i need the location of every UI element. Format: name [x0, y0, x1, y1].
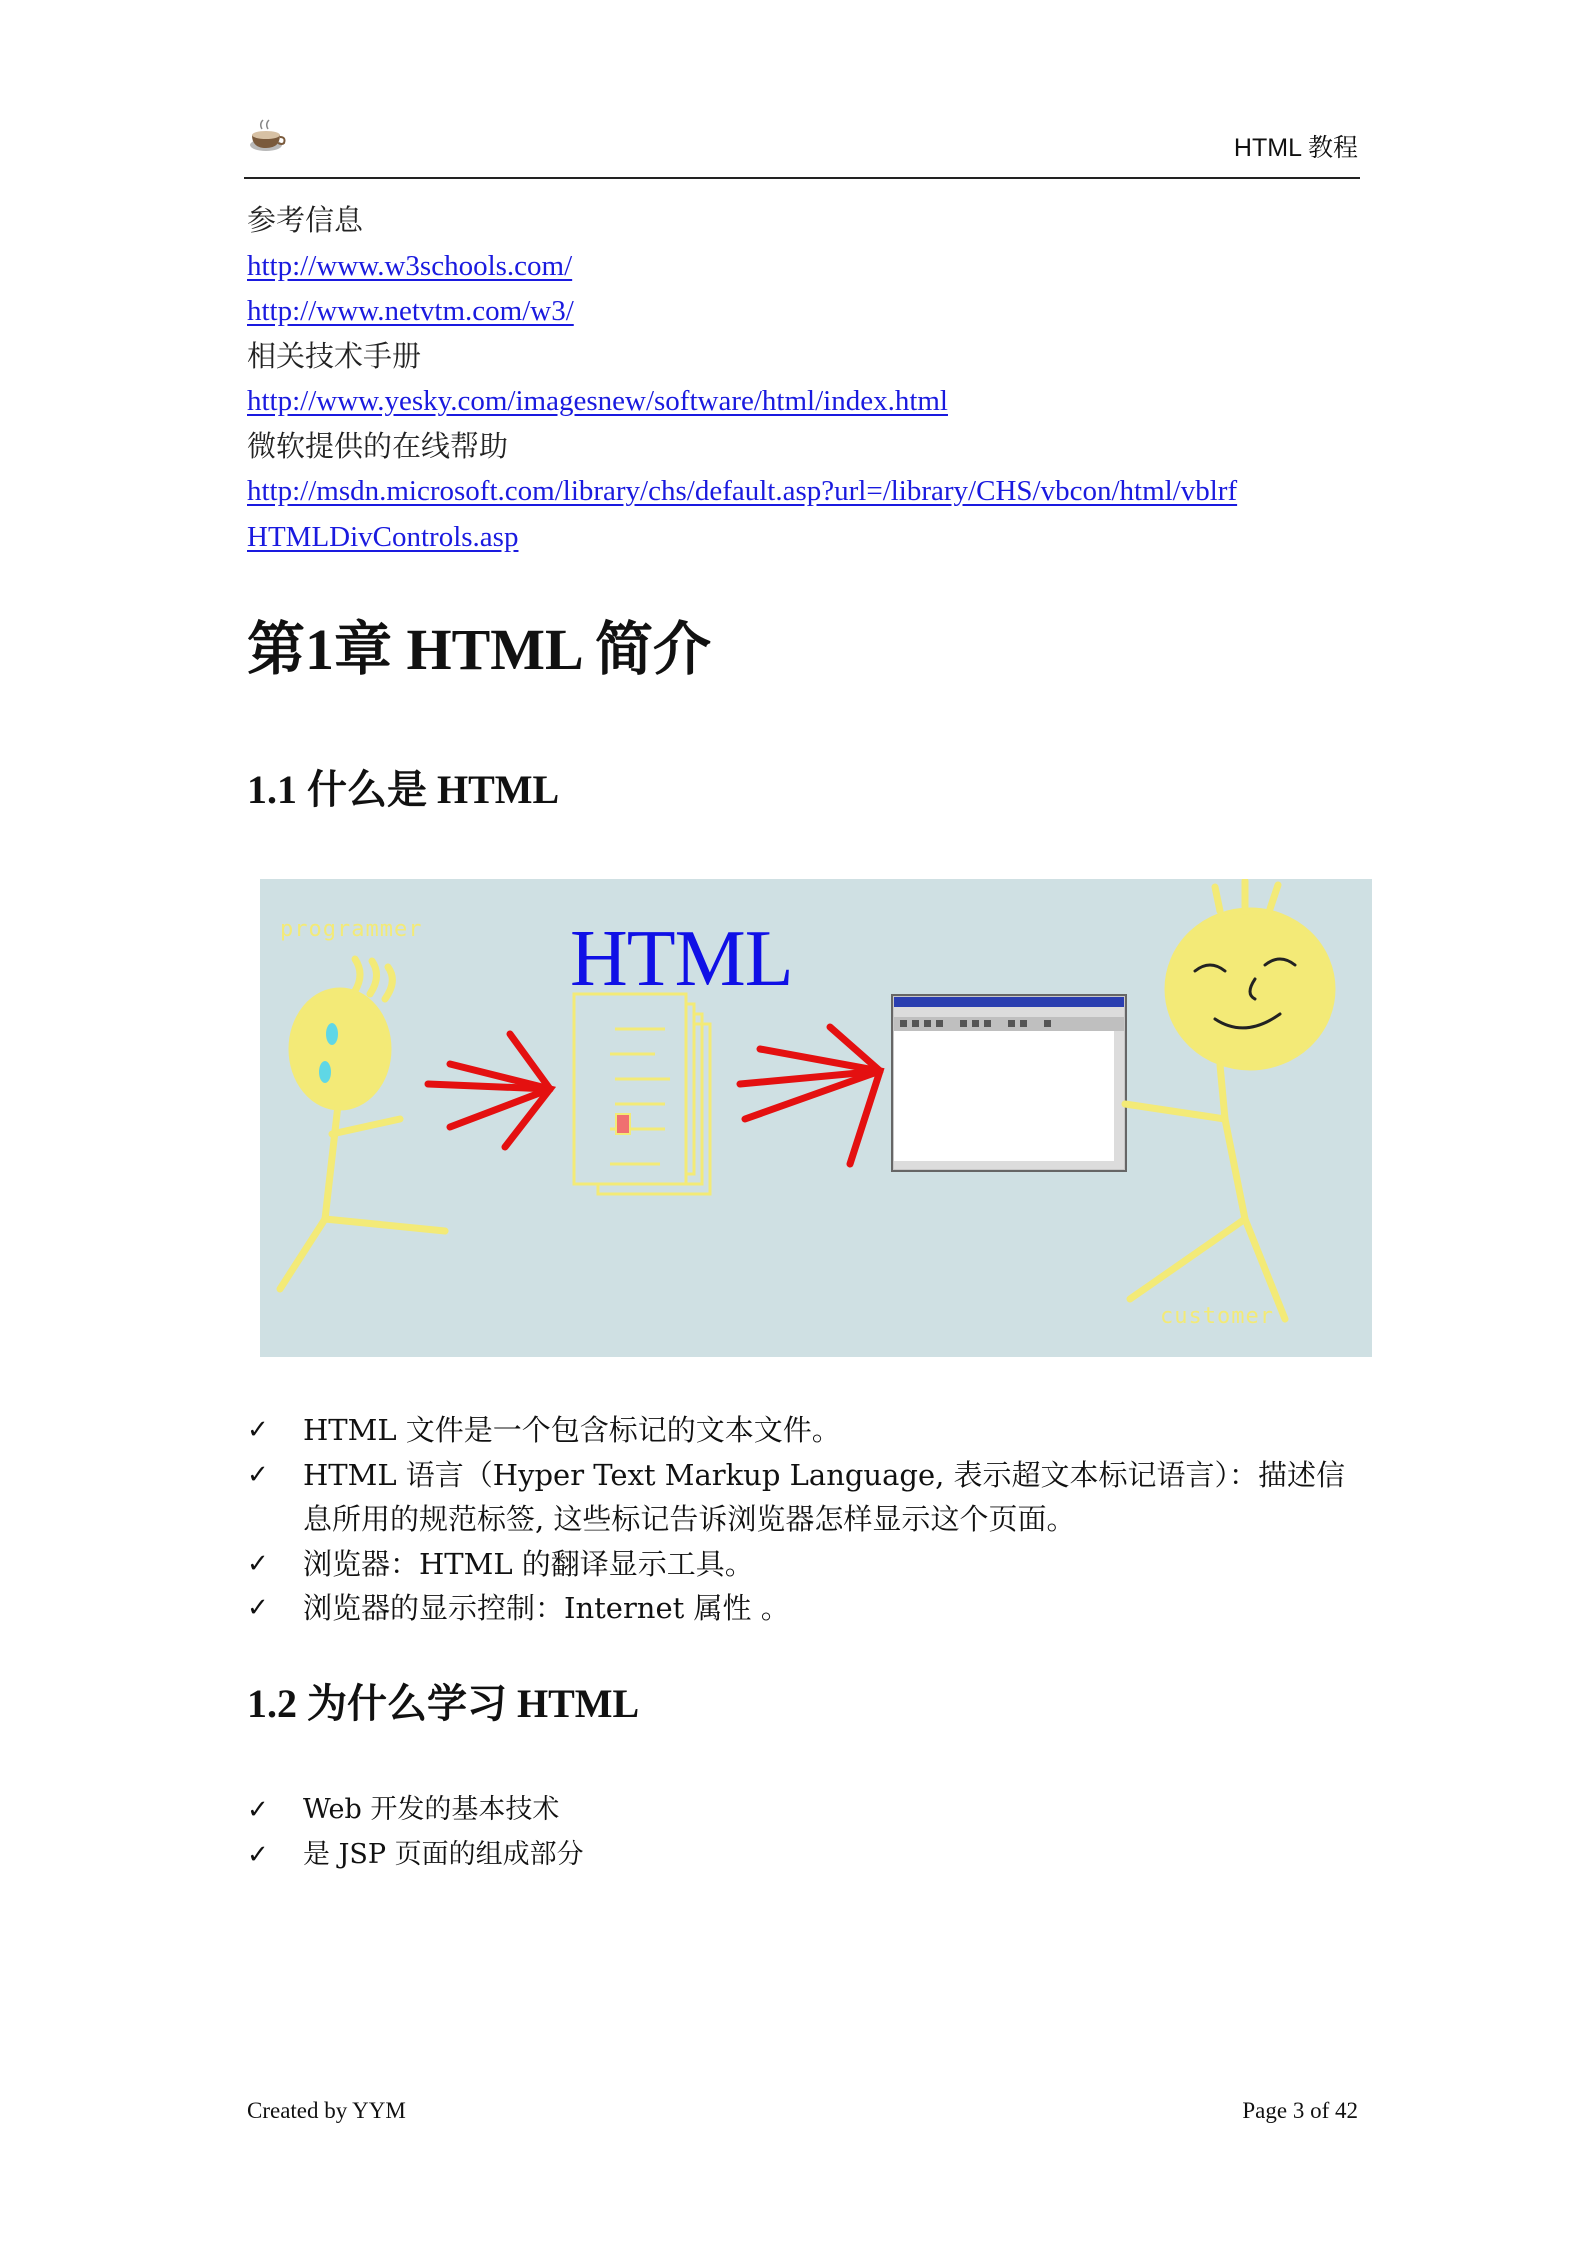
bullet-text: Web 开发的基本技术: [303, 1794, 560, 1825]
programmer-figure: [280, 959, 445, 1289]
link-msdn-line2[interactable]: HTMLDivControls.asp: [247, 520, 519, 553]
document-stamp-icon: [616, 1114, 630, 1134]
link-yesky[interactable]: http://www.yesky.com/imagesnew/software/html/index.html: [247, 385, 948, 417]
list-item: [247, 1408, 1367, 1453]
footer-page-number: Page 3 of 42: [1242, 2098, 1358, 2123]
illustration-drawing: [260, 879, 1372, 1357]
link-netvtm[interactable]: http://www.netvtm.com/w3/: [247, 295, 574, 327]
bullet-text: 浏览器：HTML 的翻译显示工具。: [303, 1546, 754, 1581]
chapter-title: 第1章 HTML 简介: [247, 617, 712, 682]
references-heading: 参考信息: [247, 203, 364, 237]
list-item: [247, 1833, 1367, 1878]
checkmark-icon: ✓: [247, 1415, 269, 1445]
red-arrow-1: [428, 1034, 550, 1147]
references-section: [247, 198, 1377, 559]
bullet-text: 浏览器的显示控制：Internet 属性 。: [303, 1591, 790, 1625]
section-1-2-title: 1.2 为什么学习 HTML: [247, 1681, 640, 1726]
html-concept-illustration: [260, 879, 1372, 1357]
html-label: HTML: [570, 915, 793, 1003]
section-1-1-bullets: [247, 1408, 1367, 1631]
programmer-eye-2: [319, 1061, 331, 1083]
red-arrow-2: [740, 1027, 880, 1164]
manual-label: 相关技术手册: [247, 338, 422, 373]
customer-label: customer: [1160, 1304, 1274, 1329]
bullet-text: 是 JSP 页面的组成部分: [303, 1838, 584, 1870]
programmer-label: programmer: [280, 917, 423, 942]
documents-stack: [574, 994, 710, 1194]
list-item: [247, 1788, 1367, 1833]
browser-window-icon: [892, 995, 1126, 1171]
checkmark-icon: ✓: [247, 1795, 269, 1825]
programmer-eye-1: [326, 1023, 338, 1045]
section-1-1-title: 1.1 什么是 HTML: [247, 767, 560, 812]
link-w3schools[interactable]: http://www.w3schools.com/: [247, 249, 573, 282]
link-msdn-line1[interactable]: http://msdn.microsoft.com/library/chs/default.asp?url=/library/CHS/vbcon/html/vblrf: [247, 475, 1238, 507]
checkmark-icon: ✓: [247, 1593, 269, 1623]
header-divider: [244, 177, 1360, 179]
footer-author: Created by YYM: [247, 2098, 406, 2123]
list-item: [247, 1542, 1367, 1587]
checkmark-icon: ✓: [247, 1839, 269, 1870]
list-item: [247, 1586, 1367, 1631]
checkmark-icon: ✓: [247, 1459, 269, 1490]
bullet-text: HTML 文件是一个包含标记的文本文件。: [303, 1413, 841, 1447]
list-item: [247, 1453, 1367, 1542]
section-1-2-bullets: [247, 1788, 1367, 1877]
teacup-logo-icon: [246, 115, 288, 157]
checkmark-icon: ✓: [247, 1548, 269, 1579]
customer-figure: [1125, 881, 1332, 1319]
header-title: HTML 教程: [1233, 134, 1358, 162]
bullet-text: HTML 语言（Hyper Text Markup Language, 表示超文本标记语言）：描述信息所用的规范标签, 这些标记告诉浏览器怎样显示这个页面。: [303, 1457, 1346, 1536]
msdn-label: 微软提供的在线帮助: [247, 428, 509, 463]
